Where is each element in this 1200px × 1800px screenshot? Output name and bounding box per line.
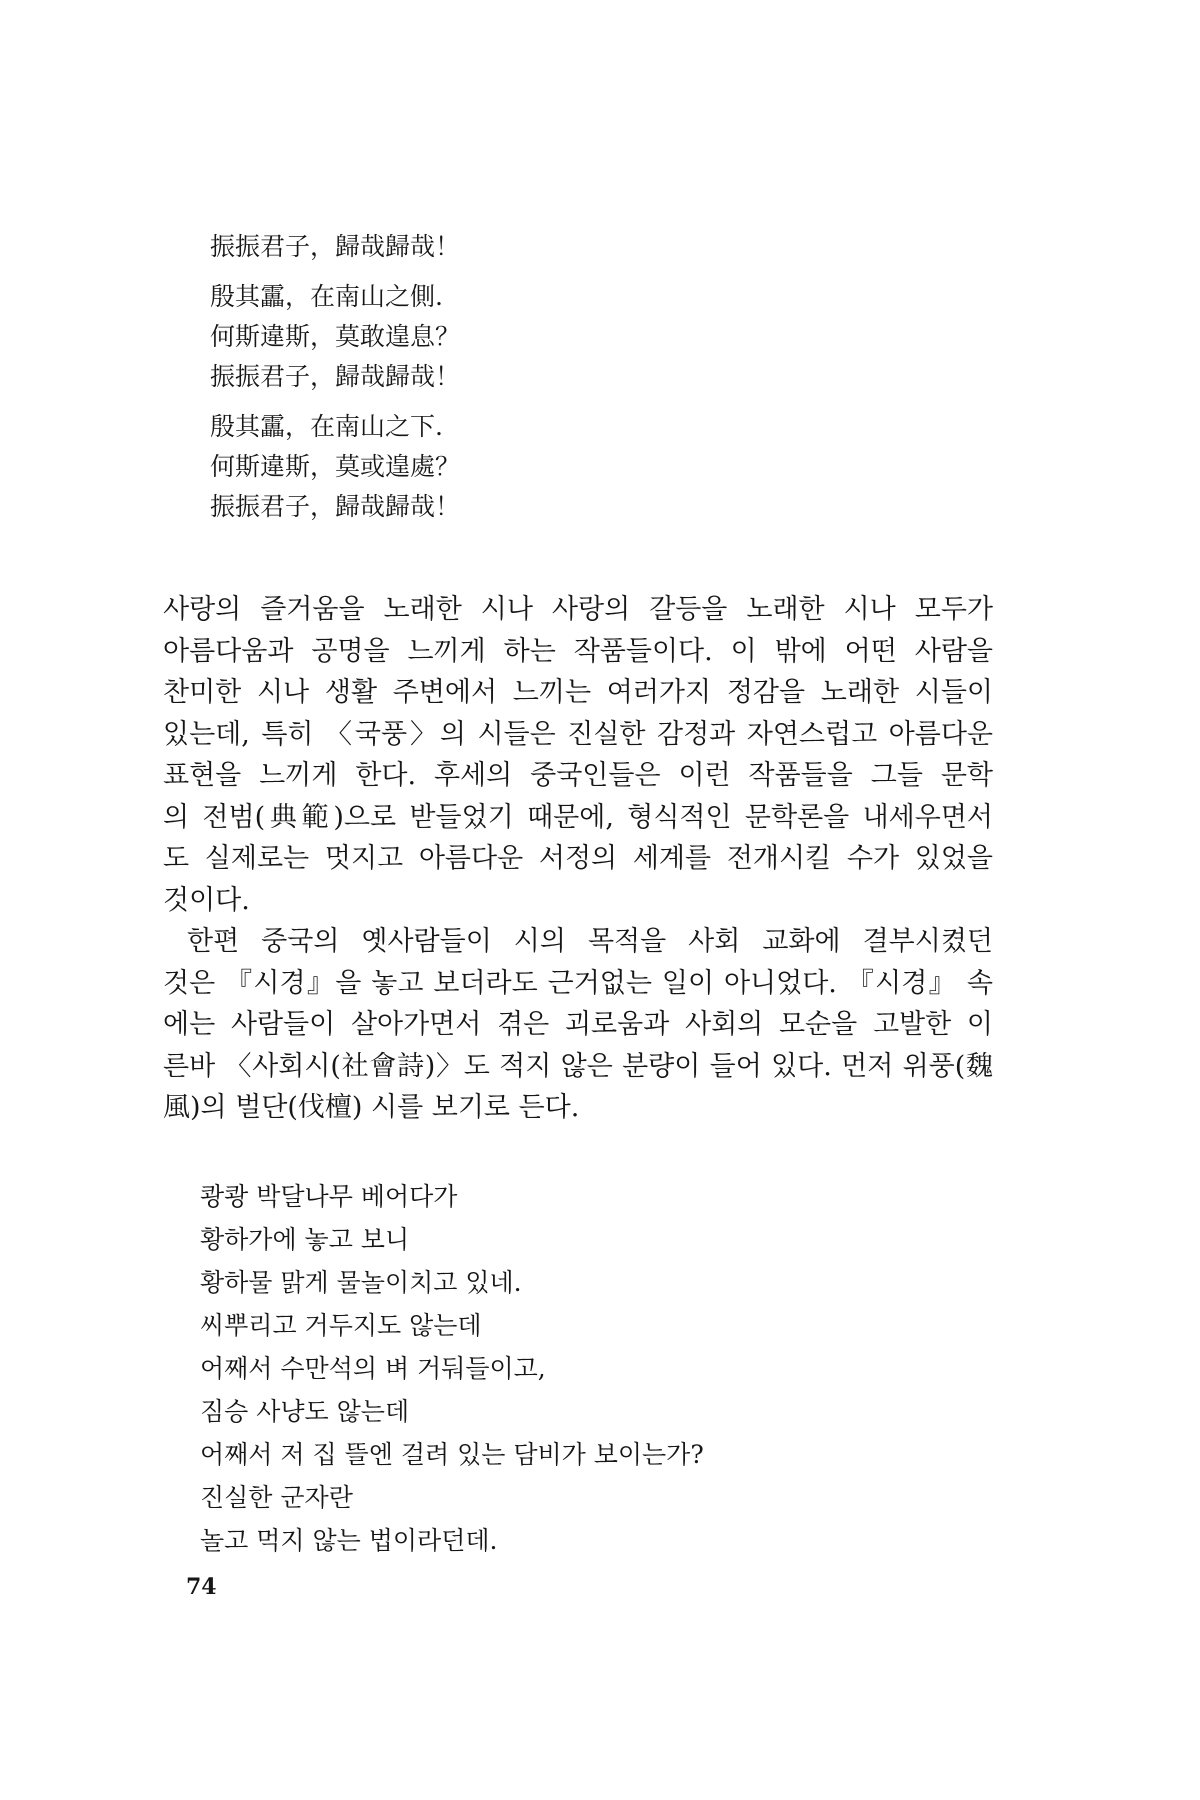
page-number: 74 xyxy=(186,1574,217,1600)
body-text xyxy=(163,589,993,1129)
chinese-poem-stanza xyxy=(210,407,460,527)
chinese-poem-line: 振振君子，歸哉歸哉！ xyxy=(210,362,461,391)
text-line: 것은 『시경』을 놓고 보더라도 근거없는 일이 아니었다. 『시경』 속 xyxy=(163,967,993,999)
text-line: 에는 사람들이 살아가면서 겪은 괴로움과 사회의 모순을 고발한 이 xyxy=(163,1009,993,1040)
stanza-spacer xyxy=(210,397,460,407)
chinese-poem-line: 何斯違斯，莫敢遑息？ xyxy=(210,322,461,351)
korean-poem-line: 어째서 수만석의 벼 거둬들이고, xyxy=(200,1354,546,1383)
korean-poem-line: 짐승 사냥도 않는데 xyxy=(200,1397,410,1426)
chinese-poem-line: 殷其靁，在南山之下. xyxy=(210,412,443,441)
text-line: 것이다. xyxy=(163,884,250,916)
text-line: 른바 〈사회시(社會詩)〉도 적지 않은 분량이 들어 있다. 먼저 위풍(魏 xyxy=(163,1050,993,1082)
text-line: 사랑의 즐거움을 노래한 시나 사랑의 갈등을 노래한 시나 모두가 xyxy=(163,594,993,625)
korean-poem-line: 어째서 저 집 뜰엔 걸려 있는 담비가 보이는가? xyxy=(200,1440,704,1469)
korean-poem-line: 씨뿌리고 거두지도 않는데 xyxy=(200,1311,482,1340)
korean-poem-line: 진실한 군자란 xyxy=(200,1483,353,1512)
chinese-poem-line: 殷其靁，在南山之側. xyxy=(210,282,443,311)
text-line: 도 실제로는 멋지고 아름다운 서정의 세계를 전개시킬 수가 있었을 xyxy=(163,843,993,874)
text-line: 있는데, 특히 〈국풍〉의 시들은 진실한 감정과 자연스럽고 아름다운 xyxy=(163,718,993,750)
chinese-poem xyxy=(210,227,460,527)
korean-poem-line: 황하물 맑게 물놀이치고 있네. xyxy=(200,1268,522,1297)
paragraph xyxy=(163,921,993,1129)
text-line: 風)의 벌단(伐檀) 시를 보기로 든다. xyxy=(163,1092,580,1123)
korean-poem xyxy=(200,1175,704,1562)
text-line: 찬미한 시나 생활 주변에서 느끼는 여러가지 정감을 노래한 시들이 xyxy=(163,677,993,708)
korean-poem-line: 놀고 먹지 않는 법이라던데. xyxy=(200,1526,498,1555)
korean-poem-line: 쾅쾅 박달나무 베어다가 xyxy=(200,1182,458,1211)
chinese-poem-line: 振振君子，歸哉歸哉！ xyxy=(210,232,461,261)
text-line: 표현을 느끼게 한다. 후세의 중국인들은 이런 작품들을 그들 문학 xyxy=(163,760,993,791)
chinese-poem-stanza xyxy=(210,277,460,397)
chinese-poem-stanza xyxy=(210,227,460,267)
korean-poem-line: 황하가에 놓고 보니 xyxy=(200,1225,410,1254)
text-line: 아름다움과 공명을 느끼게 하는 작품들이다. 이 밖에 어떤 사람을 xyxy=(163,635,993,667)
text-line: 의 전범(典範)으로 받들었기 때문에, 형식적인 문학론을 내세우면서 xyxy=(163,801,993,833)
paragraph xyxy=(163,589,993,921)
chinese-poem-line: 何斯違斯，莫或遑處？ xyxy=(210,452,461,481)
chinese-poem-line: 振振君子，歸哉歸哉！ xyxy=(210,492,461,521)
stanza-spacer xyxy=(210,267,460,277)
text-line: 한편 중국의 옛사람들이 시의 목적을 사회 교화에 결부시켰던 xyxy=(187,926,993,957)
